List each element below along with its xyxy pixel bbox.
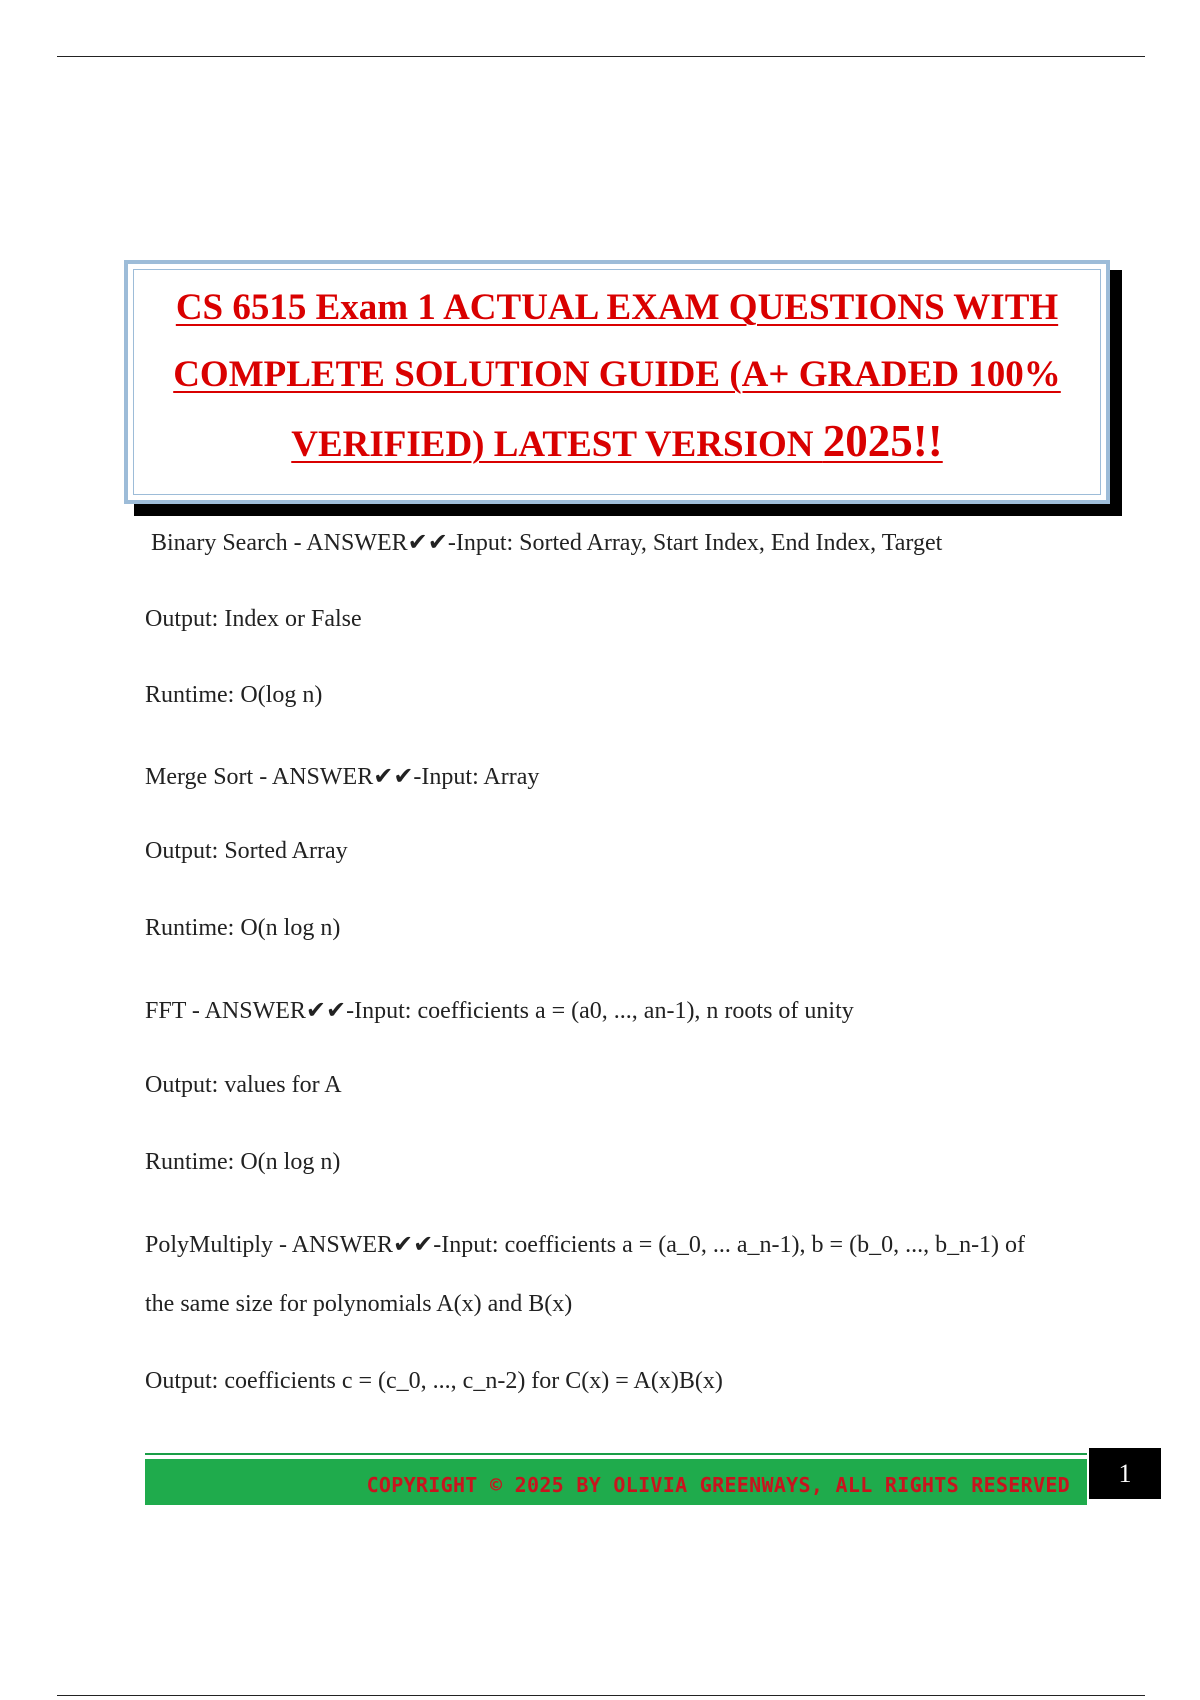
title-box xyxy=(124,260,1110,504)
top-rule xyxy=(57,56,1145,57)
paragraph-fft: FFT - ANSWER✔✔-Input: coefficients a = (a0, ..., an-1), n roots of unity xyxy=(145,998,854,1024)
document-title xyxy=(128,274,1106,478)
paragraph-fft-runtime: Runtime: O(n log n) xyxy=(145,1149,341,1175)
paragraph-merge-sort: Merge Sort - ANSWER✔✔-Input: Array xyxy=(145,764,540,790)
title-year: 2025!! xyxy=(822,416,943,466)
paragraph-fft-output: Output: values for A xyxy=(145,1072,342,1098)
bottom-rule xyxy=(57,1695,1145,1696)
copyright-footer: COPYRIGHT © 2025 BY OLIVIA GREENWAYS, ALL RIGHTS RESERVED xyxy=(145,1459,1087,1505)
title-line-3 xyxy=(128,408,1106,478)
paragraph-binary-search: Binary Search - ANSWER✔✔-Input: Sorted Array, Start Index, End Index, Target xyxy=(151,530,943,556)
paragraph-binary-search-output: Output: Index or False xyxy=(145,606,362,632)
title-line-3-prefix: VERIFIED) LATEST VERSION xyxy=(291,424,823,465)
paragraph-binary-search-runtime: Runtime: O(log n) xyxy=(145,682,323,708)
paragraph-merge-sort-runtime: Runtime: O(n log n) xyxy=(145,915,341,941)
paragraph-merge-sort-output: Output: Sorted Array xyxy=(145,838,348,864)
title-line-1: CS 6515 Exam 1 ACTUAL EXAM QUESTIONS WITH xyxy=(175,287,1059,328)
title-line-2: COMPLETE SOLUTION GUIDE (A+ GRADED 100% xyxy=(173,354,1061,395)
paragraph-polymultiply-output: Output: coefficients c = (c_0, ..., c_n-2) for C(x) = A(x)B(x) xyxy=(145,1368,723,1394)
paragraph-polymultiply-cont: the same size for polynomials A(x) and B(x) xyxy=(145,1291,573,1317)
page-number: 1 xyxy=(1089,1448,1161,1499)
footer-rule xyxy=(145,1453,1087,1455)
paragraph-polymultiply: PolyMultiply - ANSWER✔✔-Input: coefficients a = (a_0, ... a_n-1), b = (b_0, ..., b_n-1) of xyxy=(145,1232,1026,1258)
